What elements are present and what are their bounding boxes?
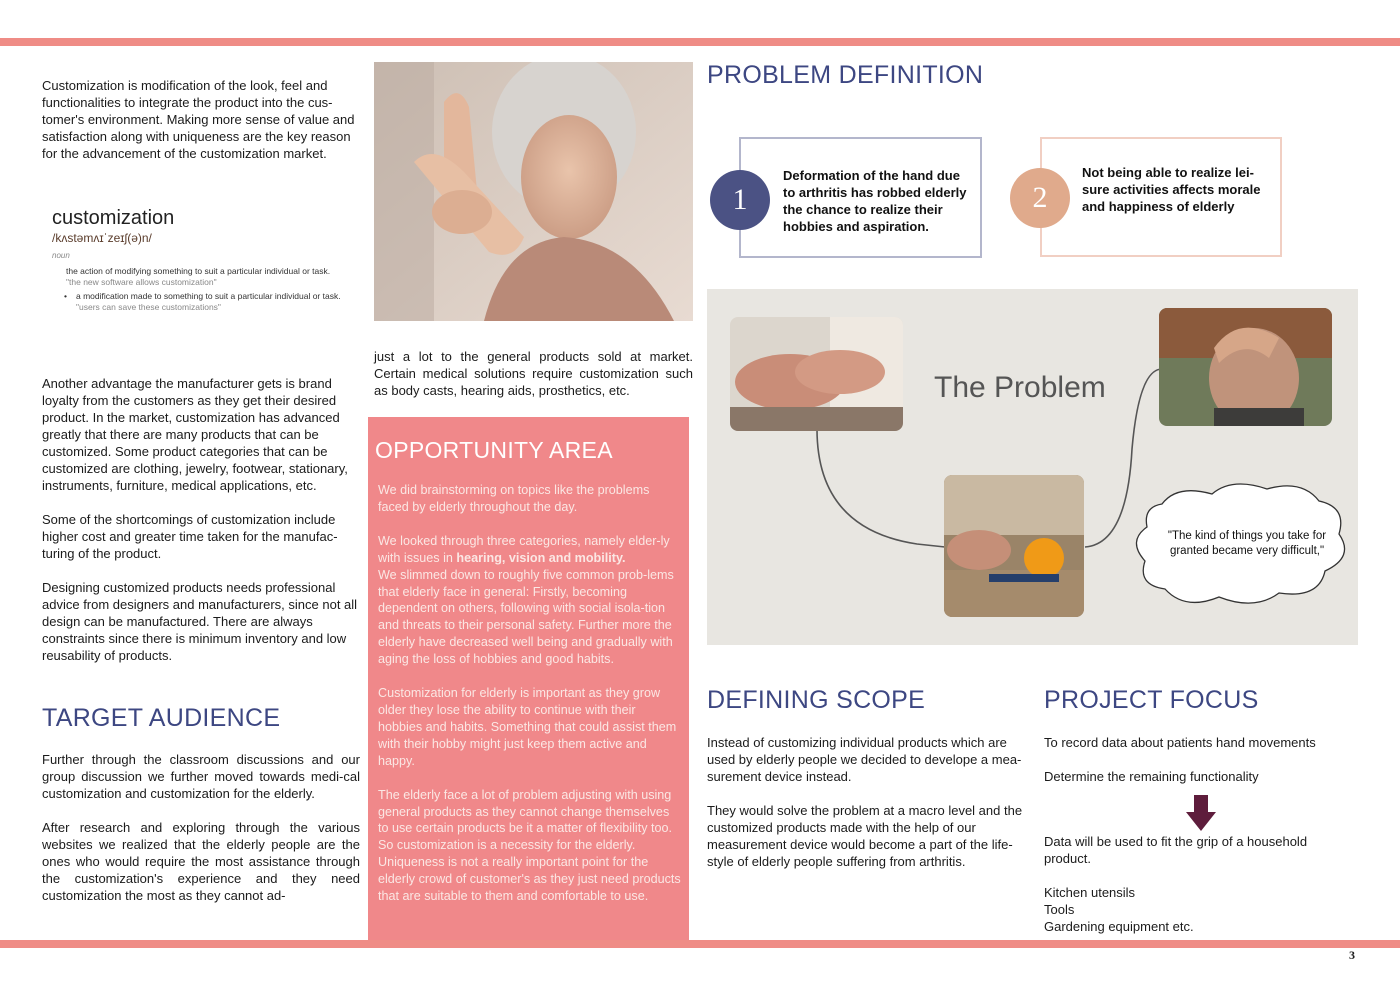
problem-slide [707,289,1358,645]
focus-item-2: Determine the remaining functionality [1044,769,1259,784]
target-audience-title: TARGET AUDIENCE [42,704,281,732]
focus-item-3: Data will be used to fit the grip of a household product. [1044,834,1308,866]
problem-card-2 [1040,137,1282,257]
focus-list-item-2: Tools [1044,902,1075,917]
problem-card-1-text: Deformation of the hand due to arthritis has robbed elderly the chance to realize their hobbies and aspiration. [783,168,967,234]
middle-continuation-text [374,348,693,416]
intro-text: Customization is modification of the look, feel and functionalities to integrate the product into the cus-tomer's environment. Making more sense of value and satisfaction along with uniqueness are the key reason for the advancement of the customization market. [42,78,355,161]
down-arrow-icon [1186,795,1216,831]
dictionary-definition-2-text: a modification made to something to suit a particular individual or task. [76,291,341,301]
page-number: 3 [1349,948,1355,962]
opportunity-area-box [368,417,689,940]
elderly-man-photo [1159,308,1332,426]
bottom-accent-bar [0,940,1400,948]
elderly-woman-hand-photo [374,62,693,321]
opportunity-p2-start: We looked through three categories, namely elder-ly with issues in [378,533,670,565]
photo-illustration [374,62,693,321]
hand-orange-photo [944,475,1084,617]
target-paragraph-1: Further through the classroom discussions and our group discussion we further moved towards medi-cal customization and customization for the elderly. [42,752,360,801]
problem-definition-title: PROBLEM DEFINITION [707,61,984,89]
problem-card-2-text: Not being able to realize lei-sure activities affects morale and happiness of elderly [1082,165,1261,214]
problem-number-1-badge [710,170,770,230]
top-accent-bar [0,38,1400,46]
defining-scope-title: DEFINING SCOPE [707,686,926,714]
dictionary-pronunciation: /kʌstəmʌɪˈzeɪʃ(ə)n/ [52,231,152,245]
problem-slide-quote: "The kind of things you take for granted became very difficult," [1167,530,1327,557]
left-paragraph-3: Designing customized products needs professional advice from designers and manufacturers, since not all design can be manufactured. There are always constraints since there is minimum inventory and low reusability of products. [42,580,358,663]
opportunity-area-title: OPPORTUNITY AREA [375,437,613,463]
hand-orange-illustration [944,475,1084,617]
scope-paragraph-2: They would solve the problem at a macro level and the customized products made with the help of our measurement device would become a part of the life-style of elderly people suffering from arthritis. [707,803,1023,869]
intro-paragraph [42,77,362,179]
dictionary-word: customization [52,207,175,229]
target-audience-text [42,751,360,921]
problem-number-2-badge [1010,168,1070,228]
project-focus-outcome [1044,833,1344,935]
focus-list-item-3: Gardening equipment etc. [1044,919,1194,934]
problem-number-1: 1 [732,183,748,216]
continuation-paragraph: just a lot to the general products sold at market. Certain medical solutions require customization such as body casts, hearing aids, prosthetics, etc. [374,349,693,398]
project-focus-text [1044,734,1344,802]
problem-card-1 [739,137,982,258]
left-paragraph-2: Some of the shortcomings of customization include higher cost and greater time taken for the manufac-turing of the product. [42,512,338,561]
focus-item-1: To record data about patients hand movements [1044,735,1316,750]
scope-paragraph-1: Instead of customizing individual products which are used by elderly people we decided to develope a mea-surement device instead. [707,735,1022,784]
left-paragraph-1: Another advantage the manufacturer gets is brand loyalty from the customers as they get their desired product. In the market, customization has advanced greatly that there are many products that can be customized. Some product categories that can be customized are clothing, jewelry, footwear, stationary, instruments, furniture, medical applications, etc. [42,376,348,493]
problem-slide-title: The Problem [934,371,1106,404]
focus-list-item-1: Kitchen utensils [1044,885,1136,900]
opportunity-p2-rest: We slimmed down to roughly five common prob-lems that elderly face in general: Firstly, becoming dependent on others, following with social isola-tion and threats to their personal safety. Further more the elderly have decreased well being and gradually with aging the loss of hobbies and good habits. [378,567,674,667]
dictionary-definition-2 [52,291,362,302]
dictionary-definition-1: the action of modifying something to suit a particular individual or task. [66,266,331,276]
connector-line-left [817,429,945,547]
target-paragraph-2: After research and exploring through the various websites we realized that the elderly people are the ones who would require the most assistance through the customization's experience and they need customization the most as they cannot ad- [42,820,360,903]
folded-hands-illustration [730,317,903,431]
elderly-man-illustration [1159,308,1332,426]
project-focus-title: PROJECT FOCUS [1044,686,1259,714]
opportunity-p2-bold: hearing, vision and mobility. [456,550,626,565]
opportunity-paragraph-2 [378,533,681,668]
left-column-text [42,375,360,681]
bullet-icon: • [64,291,67,301]
dictionary-entry [52,207,362,313]
opportunity-paragraph-1: We did brainstorming on topics like the problems faced by elderly throughout the day. [378,483,650,514]
opportunity-paragraph-3: Customization for elderly is important as they grow older they lose the ability to continue with their hobbies and habits. Something that could assist them with their hobby might just keep them active and happy. [378,686,677,768]
dictionary-example-2: "users can save these customizations" [76,302,221,312]
folded-hands-photo [730,317,903,431]
dictionary-example-1: "the new software allows customization" [66,277,217,287]
problem-number-2: 2 [1032,181,1048,214]
defining-scope-text [707,734,1029,887]
opportunity-area-text [378,482,681,922]
opportunity-paragraph-4: The elderly face a lot of problem adjusting with using general products as they cannot change themselves to use certain products be it a matter of flexibility too. So customization is a necessity for the elderly. Uniqueness is not a really important point for the elderly crowd of customer's as they just need products that are suitable to them and comfortable to use. [378,787,681,904]
dictionary-part-of-speech: noun [52,251,70,260]
